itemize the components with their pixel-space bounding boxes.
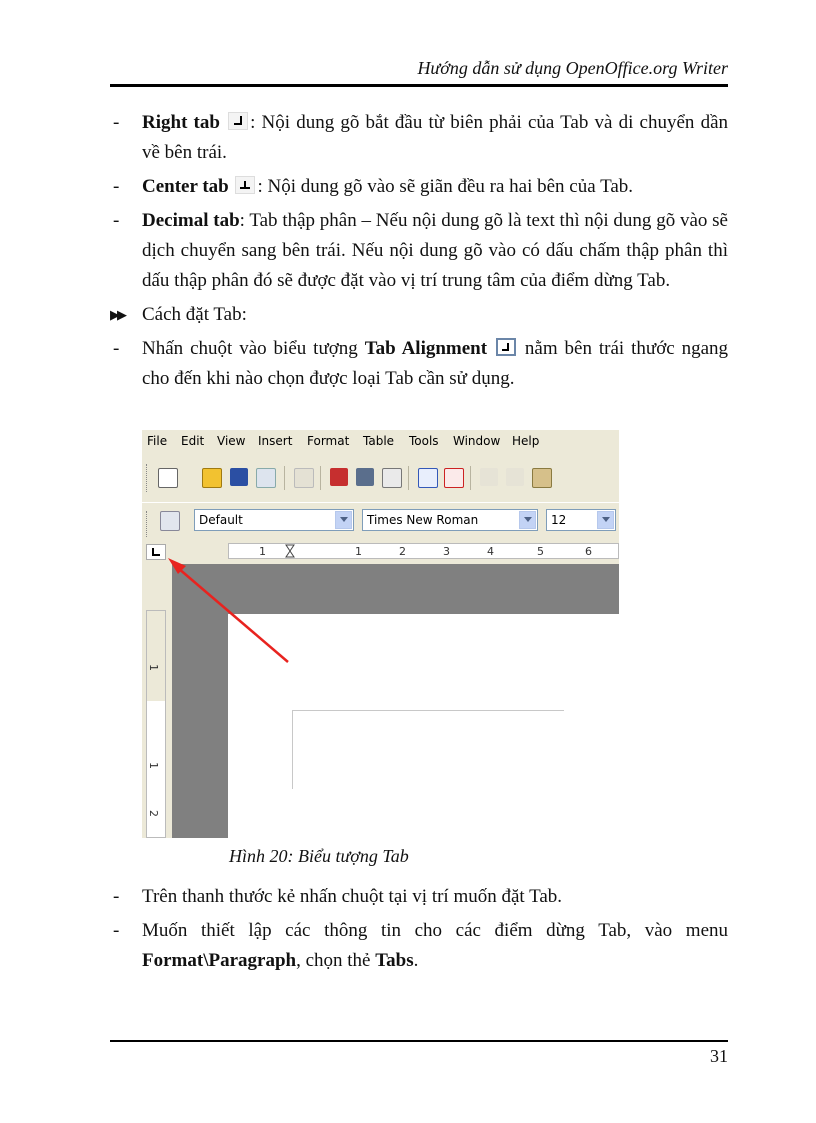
tab-alignment-description: nằm bên trái thước ngang cho đến khi nào chọn được loại Tab cần sử dụng. [142,338,729,389]
ruler-tick-label: 3 [443,545,450,558]
bullet-dash: - [113,112,120,133]
bullet-dash: - [113,176,120,197]
decimal-tab-description: : Tab thập phân – Nếu nội dung gõ là text thì nội dung gõ vào sẽ dịch chuyển sang bên trái. Nếu nội dung gõ vào có dấu chấm thập phân thì dấu thập phân đó sẽ được đặt vào vị trí trung tâm của điểm dừng Tab. [142,210,728,291]
menu-edit[interactable]: Edit [181,434,205,448]
ruler-tick-label: 1 [259,545,266,558]
list-item-format-paragraph [110,916,728,976]
term-tab-alignment: Tab Alignment [364,338,488,359]
menu-table[interactable]: Table [363,434,395,448]
tab-alignment-icon [496,338,516,356]
center-tab-icon [235,176,255,194]
format-paragraph-end: . [413,950,419,971]
ruler-tick-label: 4 [487,545,494,558]
format-paragraph-mid: , chọn thẻ [296,950,376,971]
font-name-value: Times New Roman [367,513,479,527]
list-item-how-to [110,300,728,330]
right-tab-description: : Nội dung gõ bắt đầu từ biên phải của Tab và di chuyển dần về bên trái. [142,112,729,163]
list-item-ruler-click [110,882,728,912]
paragraph-style-value: Default [199,513,243,527]
term-decimal-tab: Decimal tab [142,210,240,231]
bullet-dash: - [113,210,120,231]
tab-alignment-pre: Nhấn chuột vào biểu tượng [142,338,365,359]
ruler-tick-label: 1 [147,762,160,769]
double-arrow-bullet-icon: ▶▶ [110,307,124,322]
tabs-tab-name: Tabs [375,950,414,971]
bullet-dash: - [113,338,120,359]
ruler-tick-label: 6 [585,545,592,558]
red-arrow-icon [142,430,619,838]
center-tab-description: : Nội dung gõ vào sẽ giãn đều ra hai bên của Tab. [257,176,634,197]
term-right-tab: Right tab [142,112,220,133]
ruler-tick-label: 1 [355,545,362,558]
body-text [110,108,728,398]
term-center-tab: Center tab [142,176,229,197]
bullet-dash: - [113,920,120,941]
list-item-tab-alignment [110,334,728,394]
menu-window[interactable]: Window [453,434,501,448]
list-item-decimal-tab [110,206,728,296]
list-item-right-tab [110,108,728,168]
running-header: Hướng dẫn sử dụng OpenOffice.org Writer [417,58,728,78]
ruler-tick-label: 5 [537,545,544,558]
how-to-heading: Cách đặt Tab: [142,304,247,325]
list-item-center-tab [110,172,728,202]
menu-format[interactable]: Format [307,434,350,448]
ruler-click-text: Trên thanh thước kẻ nhấn chuột tại vị trí muốn đặt Tab. [142,886,563,907]
body-text-continued [110,882,728,980]
right-tab-icon [228,112,248,130]
menu-tools[interactable]: Tools [409,434,439,448]
bullet-dash: - [113,886,120,907]
ruler-tick-label: 2 [147,810,160,817]
page-number: 31 [710,1046,728,1066]
menu-help[interactable]: Help [512,434,540,448]
ruler-tick-label: 1 [147,664,160,671]
writer-screenshot [142,430,619,838]
figure-caption: Hình 20: Biểu tượng Tab [229,846,409,866]
menu-view[interactable]: View [217,434,246,448]
menu-file[interactable]: File [147,434,168,448]
menu-path-format-paragraph: Format\Paragraph [142,950,297,971]
font-size-value: 12 [551,513,567,527]
menu-insert[interactable]: Insert [258,434,293,448]
header-rule [110,84,728,87]
ruler-tick-label: 2 [399,545,406,558]
footer-rule [110,1040,728,1042]
format-paragraph-pre: Muốn thiết lập các thông tin cho các điểm dừng Tab, vào menu [142,920,728,941]
